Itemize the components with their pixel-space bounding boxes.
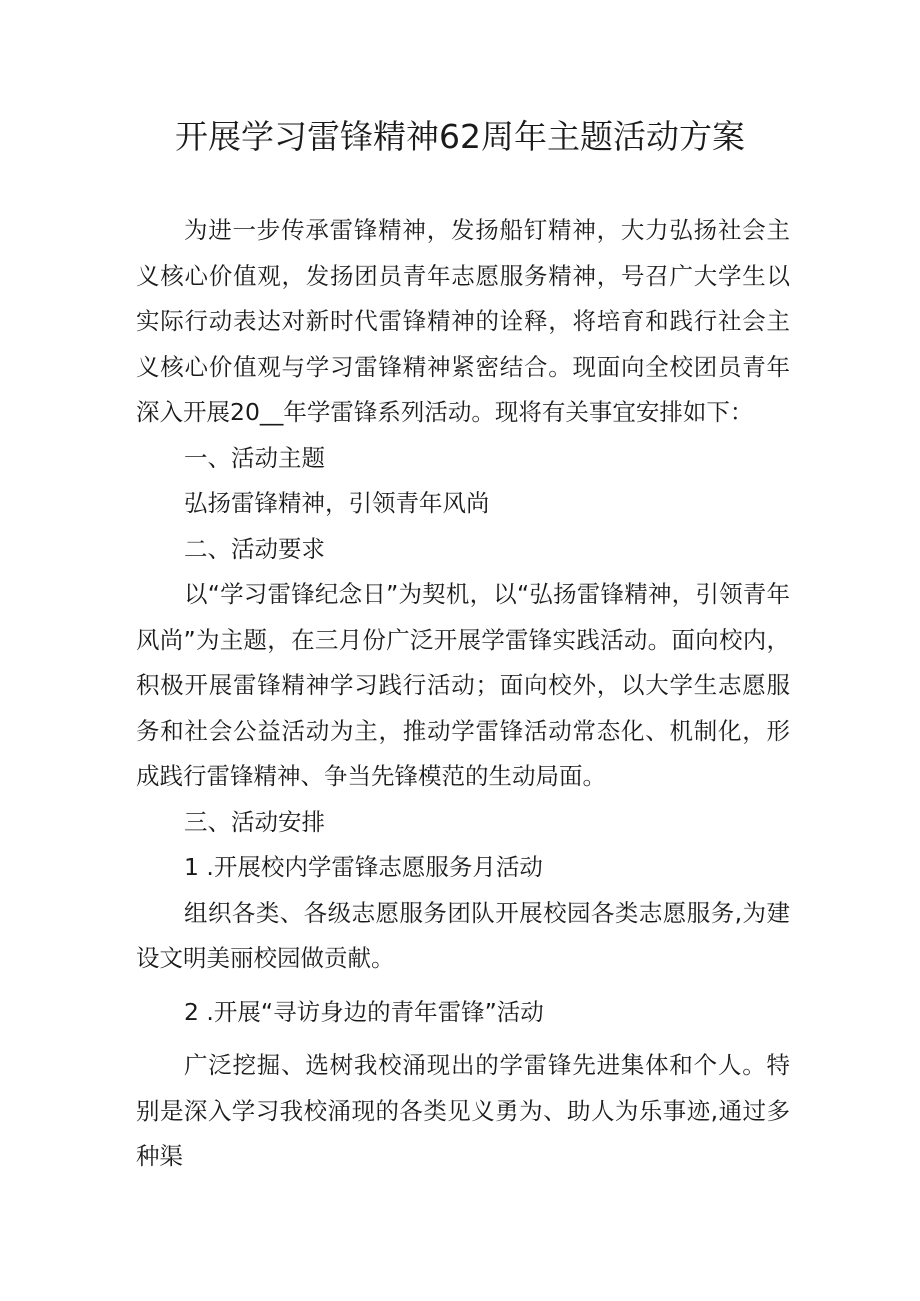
- theme-text: 弘扬雷锋精神，引领青年风尚: [184, 489, 490, 517]
- item-2-heading: 2 .开展“寻访身边的青年雷锋”活动: [184, 997, 544, 1026]
- item-1-heading: 1 .开展校内学雷锋志愿服务月活动: [184, 853, 543, 881]
- section-heading-arrangement: 三、活动安排: [184, 807, 325, 836]
- section-heading-requirements: 二、活动要求: [184, 534, 325, 563]
- document-body: [136, 208, 790, 1180]
- requirements-paragraph: 以“学习雷锋纪念日”为契机，以“弘扬雷锋精神，引领青年风尚”为主题，在三月份广泛开展学雷锋实践活动。面向校内，积极开展雷锋精神学习践行活动；面向校外，以大学生志愿服务和社会公益活动为主，推动学雷锋活动常态化、机制化，形成践行雷锋精神、争当先锋模范的生动局面。: [136, 580, 790, 790]
- document-title: 开展学习雷锋精神62周年主题活动方案: [175, 117, 745, 156]
- section-heading-theme: 一、活动主题: [184, 443, 325, 472]
- item-2-paragraph: 广泛挖掘、选树我校涌现出的学雷锋先进集体和个人。特别是深入学习我校涌现的各类见义勇为、助人为乐事迹,通过多种渠: [136, 1051, 790, 1170]
- intro-paragraph: 为进一步传承雷锋精神，发扬船钉精神，大力弘扬社会主义核心价值观，发扬团员青年志愿服务精神，号召广大学生以实际行动表达对新时代雷锋精神的诠释，将培育和践行社会主义核心价值观与学习雷锋精神紧密结合。现面向全校团员青年深入开展20__年学雷锋系列活动。现将有关事宜安排如下：: [136, 216, 790, 426]
- item-1-paragraph: 组织各类、各级志愿服务团队开展校园各类志愿服务,为建设文明美丽校园做贡献。: [136, 898, 790, 972]
